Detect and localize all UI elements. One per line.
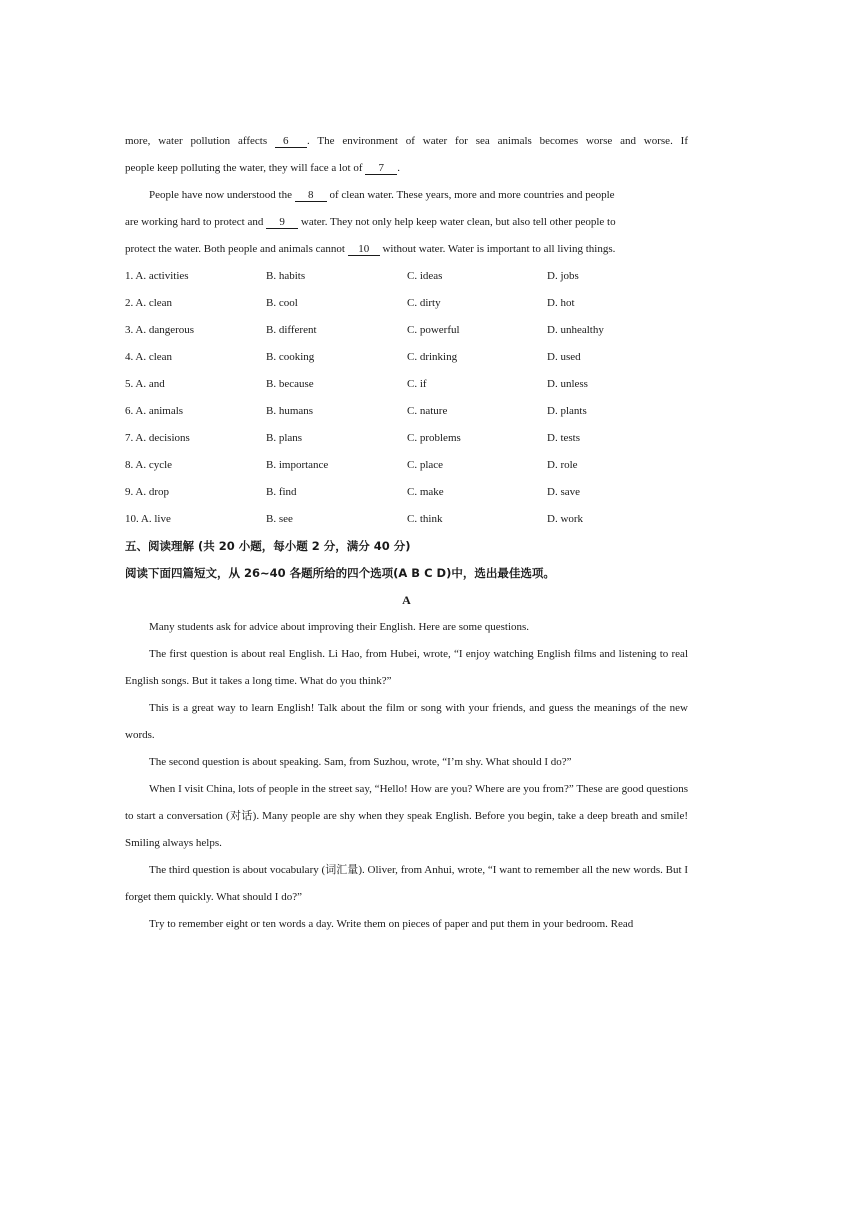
options-list <box>125 263 688 533</box>
option-c: C. dirty <box>407 297 441 309</box>
passage-paragraph: Try to remember eight or ten words a day. Write them on pieces of paper and put them in your bedroom. Read <box>149 918 634 930</box>
option-c: C. nature <box>407 405 448 417</box>
option-a: 8. A. cycle <box>125 459 173 471</box>
option-a: 7. A. decisions <box>125 432 190 444</box>
blank-9: 9 <box>266 216 298 229</box>
option-d: D. role <box>547 459 578 471</box>
option-a: 1. A. activities <box>125 270 189 282</box>
cloze-text: protect the water. Both people and animals cannot <box>125 243 348 255</box>
option-b: B. importance <box>266 459 329 471</box>
option-d: D. unhealthy <box>547 324 604 336</box>
option-row <box>125 425 688 452</box>
cloze-text: people keep polluting the water, they will face a lot of <box>125 162 366 174</box>
cloze-line-4 <box>125 209 688 236</box>
option-b: B. see <box>266 513 293 525</box>
cloze-text: of clean water. These years, more and more countries and people <box>326 189 615 201</box>
option-row <box>125 371 688 398</box>
cloze-text: are working hard to protect and <box>125 216 267 228</box>
blank-6: 6 <box>275 135 307 148</box>
option-c: C. make <box>407 486 444 498</box>
option-a: 5. A. and <box>125 378 165 390</box>
option-c: C. if <box>407 378 427 390</box>
cloze-text: . <box>397 162 401 174</box>
option-a: 6. A. animals <box>125 405 184 417</box>
cloze-text: more, water pollution affects <box>125 135 275 147</box>
blank-10: 10 <box>348 243 380 256</box>
option-d: D. plants <box>547 405 587 417</box>
blank-7: 7 <box>365 162 397 175</box>
option-c: C. ideas <box>407 270 443 282</box>
option-row <box>125 479 688 506</box>
cloze-text: . The environment of water for sea animals becomes worse and worse. If <box>306 135 688 147</box>
option-b: B. habits <box>266 270 306 282</box>
option-row <box>125 263 688 290</box>
option-d: D. tests <box>547 432 580 444</box>
option-row <box>125 317 688 344</box>
option-b: B. because <box>266 378 314 390</box>
cloze-text: water. They not only help keep water clean, but also tell other people to <box>298 216 616 228</box>
blank-8: 8 <box>295 189 327 202</box>
option-c: C. place <box>407 459 444 471</box>
cloze-line-2 <box>125 155 688 182</box>
passage-paragraph: The third question is about vocabulary (词汇量). Oliver, from Anhui, wrote, “I want to remember all the new words. But I forget them quickly. What should I do?” <box>125 864 688 903</box>
option-d: D. hot <box>547 297 575 309</box>
passage-paragraph: When I visit China, lots of people in the street say, “Hello! How are you? Where are you from?” These are good questions to start a conversation (对话). Many people are shy when they speak English. Before you begin, take a deep breath and smile! Smiling always helps. <box>125 783 688 849</box>
option-d: D. save <box>547 486 580 498</box>
passage-paragraph: The second question is about speaking. Sam, from Suzhou, wrote, “I’m shy. What should I do?” <box>149 756 572 768</box>
option-d: D. jobs <box>547 270 579 282</box>
passage-paragraph: Many students ask for advice about improving their English. Here are some questions. <box>149 621 530 633</box>
option-c: C. powerful <box>407 324 460 336</box>
option-row <box>125 290 688 317</box>
cloze-text: without water. Water is important to all living things. <box>379 243 616 255</box>
option-d: D. work <box>547 513 584 525</box>
exam-page <box>125 128 688 938</box>
passage-label: A <box>402 593 411 607</box>
option-row <box>125 344 688 371</box>
option-b: B. plans <box>266 432 303 444</box>
cloze-line-5 <box>125 236 688 263</box>
option-row <box>125 398 688 425</box>
section-heading: 五、阅读理解 (共 20 小题，每小题 2 分，满分 40 分) <box>125 539 411 553</box>
cloze-line-3 <box>125 182 688 209</box>
option-c: C. problems <box>407 432 461 444</box>
option-d: D. unless <box>547 378 588 390</box>
option-d: D. used <box>547 351 581 363</box>
option-row <box>125 452 688 479</box>
section-instruction: 阅读下面四篇短文，从 26~40 各题所给的四个选项(A B C D)中，选出最佳选项。 <box>125 566 555 580</box>
option-b: B. find <box>266 486 297 498</box>
option-a: 2. A. clean <box>125 297 173 309</box>
option-a: 4. A. clean <box>125 351 173 363</box>
option-c: C. think <box>407 513 443 525</box>
option-a: 3. A. dangerous <box>125 324 195 336</box>
option-c: C. drinking <box>407 351 458 363</box>
option-row <box>125 506 688 533</box>
option-b: B. cooking <box>266 351 315 363</box>
option-a: 10. A. live <box>125 513 171 525</box>
cloze-text: People have now understood the <box>149 189 295 201</box>
option-b: B. humans <box>266 405 314 417</box>
cloze-line-1 <box>125 128 688 155</box>
option-a: 9. A. drop <box>125 486 169 498</box>
passage-paragraph: This is a great way to learn English! Talk about the film or song with your friends, and guess the meanings of the new words. <box>125 702 688 741</box>
option-b: B. different <box>266 324 317 336</box>
passage-paragraph: The first question is about real English. Li Hao, from Hubei, wrote, “I enjoy watching English films and listening to real English songs. But it takes a long time. What do you think?” <box>125 648 688 687</box>
option-b: B. cool <box>266 297 298 309</box>
